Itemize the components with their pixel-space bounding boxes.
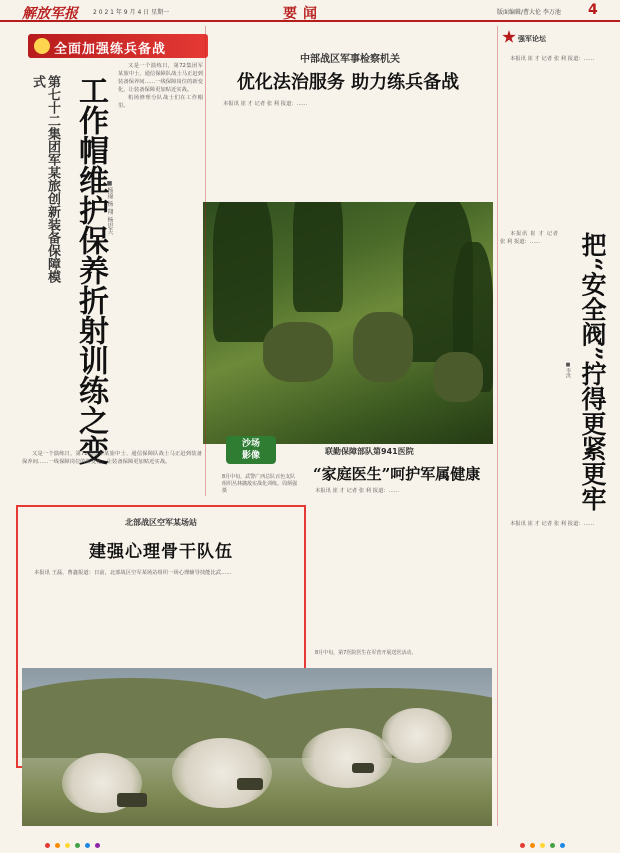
masthead — [0, 0, 620, 22]
left-tail-para: 又是一个演练日，第72集团军某旅中士、通信保障队战士马正赶到装备保养间……一线保障岗位的新变化，让装备保障更加贴近实战。 — [22, 451, 202, 465]
right-body-para: 本报讯 崔 才 记者 张 利 报道：…… — [500, 231, 558, 245]
jungle-training-photo — [203, 202, 493, 444]
right-body-para: 本报讯 崔 才 记者 张 利 报道：…… — [510, 521, 595, 527]
right-column-intro — [500, 55, 610, 230]
forum-label: 强军论坛 — [518, 35, 546, 43]
banner-label: 全面加强练兵备战 — [54, 42, 167, 57]
badge-line: 沙场 — [241, 439, 260, 449]
left-article-body — [118, 62, 203, 450]
left-article-tail — [22, 450, 202, 500]
star-badge-icon — [34, 38, 50, 54]
photo-feature-badge — [226, 436, 276, 464]
right-column-body-a — [500, 230, 558, 520]
center-article-body — [213, 100, 493, 198]
right-column-headline: 把“安全阀”拧得更紧更牢 — [578, 232, 607, 511]
mid-article-headline: “家庭医生”呵护军属健康 — [313, 465, 481, 483]
column-divider — [205, 26, 206, 496]
left-article-subtitle: 第七十二集团军某旅创新装备保障模式 — [30, 75, 60, 283]
star-icon — [502, 30, 516, 44]
right-intro-para: 本报讯 崔 才 记者 张 利 报道：…… — [510, 56, 595, 62]
color-dot — [75, 843, 80, 848]
highlight-body — [24, 569, 299, 659]
footer-bar — [0, 838, 620, 853]
page-number: 4 — [588, 2, 598, 18]
color-dot — [520, 843, 525, 848]
color-dot — [560, 843, 565, 848]
color-dot — [55, 843, 60, 848]
left-article-byline: ■杨锦 杨 翔 杨思夫 — [106, 180, 113, 235]
issue-date: 2 0 2 1 年 9 月 4 日 星期一 — [93, 9, 170, 16]
section-banner — [28, 34, 208, 58]
mid-article-kicker: 联勤保障部队第941医院 — [325, 447, 414, 456]
page-editors: 版面编辑/曹大伦 李万池 — [497, 9, 561, 16]
color-dot — [95, 843, 100, 848]
color-dot — [45, 843, 50, 848]
left-body-para: 机场修理分队战士们在工作帽里。 — [118, 95, 203, 109]
right-column-body-b — [500, 520, 615, 830]
section-title: 要闻 — [283, 6, 323, 22]
highlight-kicker: 北部战区空军某场站 — [125, 518, 197, 527]
center-article-headline: 优化法治服务 助力练兵备战 — [236, 72, 460, 93]
mid-article-body — [305, 487, 490, 659]
mid-article-caption: 8月中旬，第7医院医生在军营开展送医活动。 — [315, 650, 417, 656]
highlight-body-para: 本报讯 王磊、曹鑫报道：日前，北部战区空军某场站组织一场心理辅导技能比武…… — [34, 570, 232, 576]
center-body-para: 本报讯 崔 才 记者 张 利 报道：…… — [223, 101, 308, 107]
color-dot — [530, 843, 535, 848]
mid-body-para: 本报讯 崔 才 记者 张 利 报道：…… — [315, 488, 400, 494]
column-divider — [497, 26, 498, 826]
color-dot — [540, 843, 545, 848]
left-article-headline: 工作帽维护保养折射训练之变 — [73, 75, 108, 465]
color-dot — [85, 843, 90, 848]
center-article-kicker: 中部战区军事检察机关 — [300, 54, 400, 65]
badge-line: 影像 — [241, 451, 260, 461]
highlight-headline: 建强心理骨干队伍 — [89, 542, 233, 562]
color-dot — [65, 843, 70, 848]
live-fire-photo — [22, 668, 492, 826]
color-dot — [550, 843, 555, 848]
photo-caption: 8月中旬，武警广西总队百色支队组织丛林擒敌实战化训练。周炳强 摄 — [222, 474, 298, 494]
left-body-para: 又是一个演练日，第72集团军某旅中士、通信保障队战士马正赶到装备保养间……一线保障岗位的新变化，让装备保障更加贴近实战。 — [118, 63, 203, 93]
newspaper-logo: 解放军报 — [22, 6, 78, 22]
right-column-byline: ■李洪 — [565, 362, 571, 378]
